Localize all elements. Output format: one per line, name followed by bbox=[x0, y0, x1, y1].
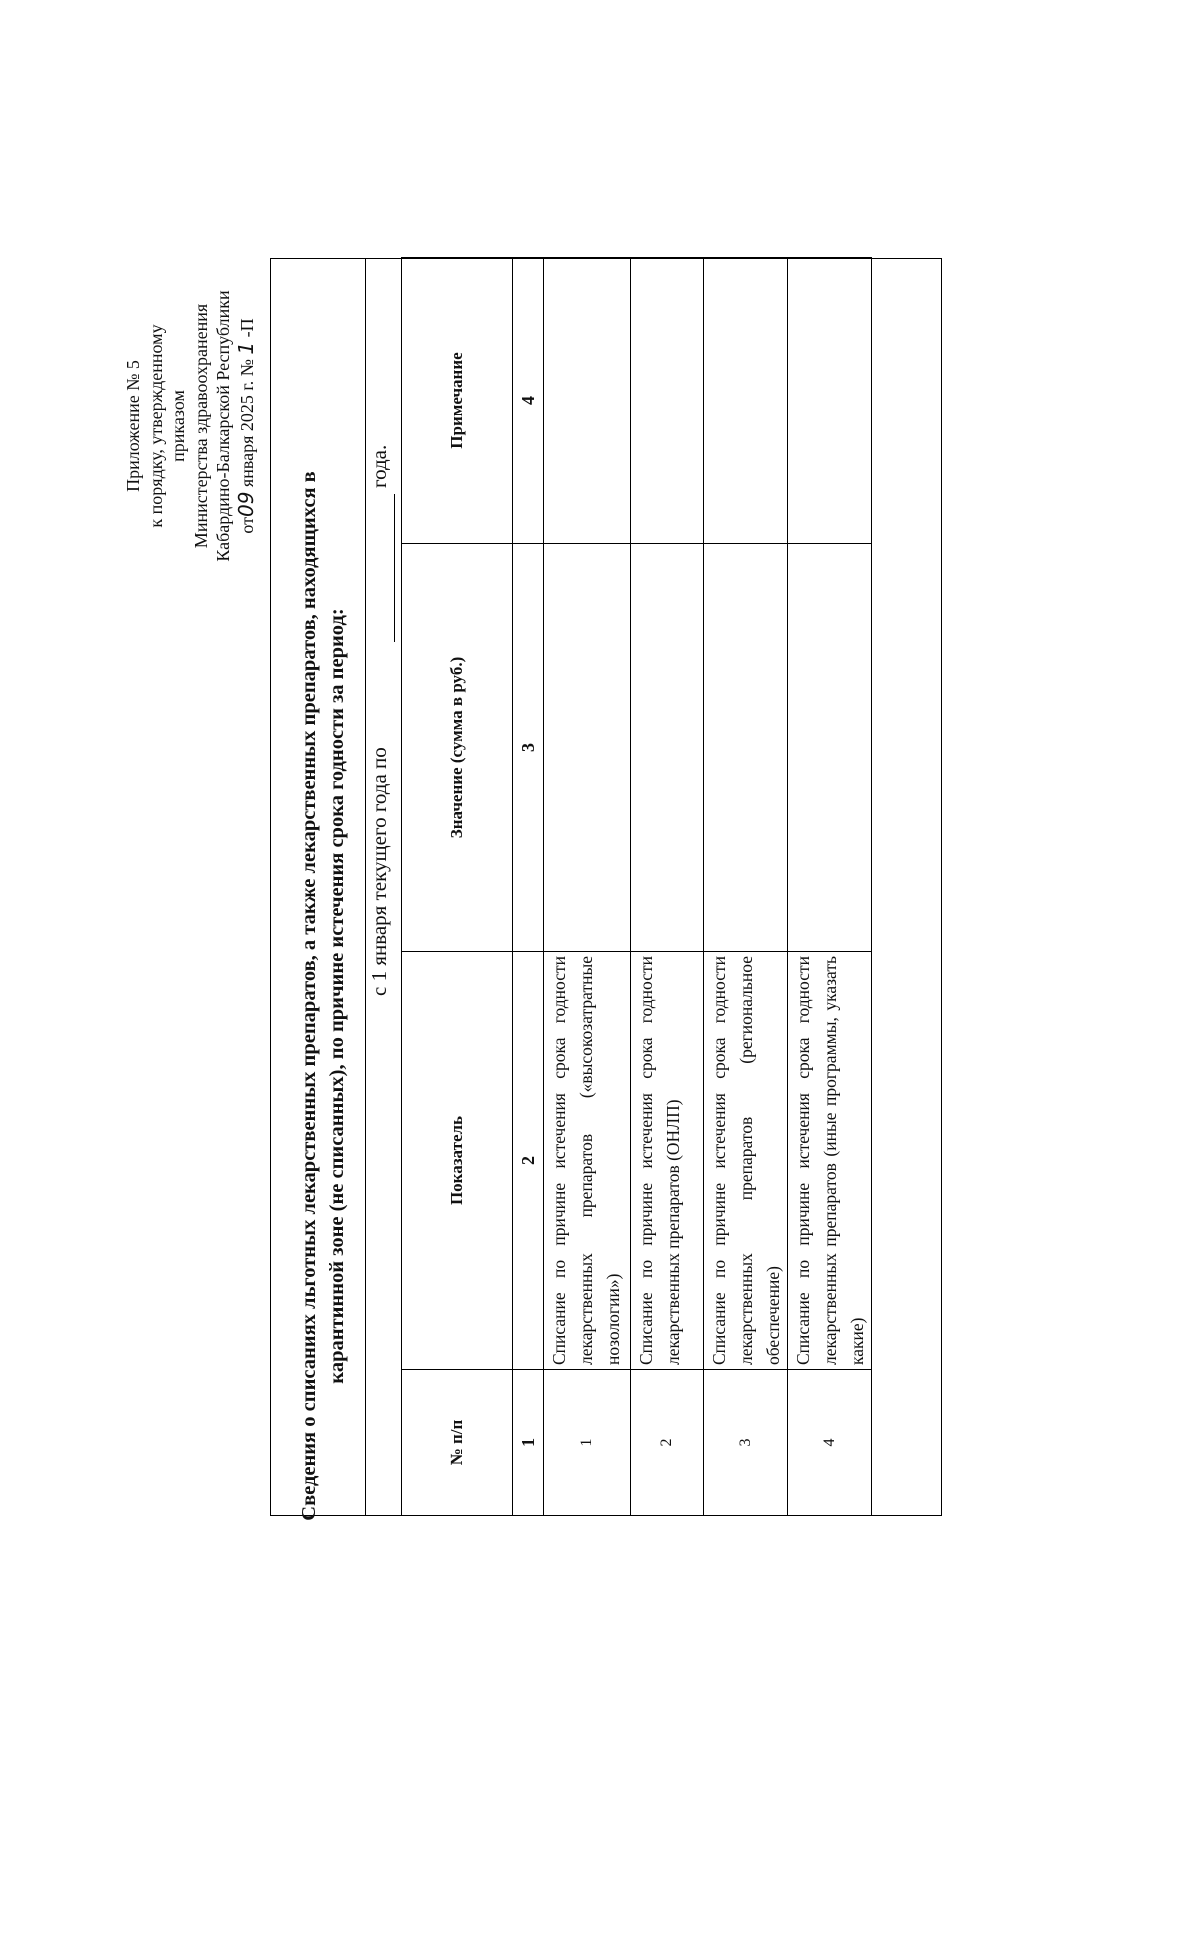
appendix-line-republic: Кабардино-Балкарской Республики bbox=[213, 290, 233, 562]
appendix-line-ministry: Министерства здравоохранения bbox=[190, 303, 211, 549]
table-header-row bbox=[402, 258, 513, 1516]
row-note-cell[interactable] bbox=[544, 258, 631, 544]
column-number: 4 bbox=[513, 258, 544, 544]
period-end-text: года. bbox=[367, 444, 391, 488]
row-number: 1 bbox=[544, 1370, 631, 1516]
header-value: Значение (сумма в руб.) bbox=[402, 544, 513, 952]
date-day-handwritten: 09 bbox=[233, 491, 258, 518]
row-value-cell[interactable] bbox=[631, 544, 704, 952]
row-value-cell[interactable] bbox=[704, 544, 788, 952]
column-number: 2 bbox=[513, 952, 544, 1370]
period-line bbox=[365, 258, 402, 1516]
appendix-number: Приложение № 5 bbox=[123, 360, 143, 492]
appendix-header bbox=[122, 261, 258, 591]
column-number: 1 bbox=[513, 1370, 544, 1516]
period-blank-field[interactable] bbox=[394, 494, 395, 642]
header-indicator: Показатель bbox=[402, 952, 513, 1370]
order-number-handwritten: 1 bbox=[233, 341, 258, 355]
row-value-cell[interactable] bbox=[788, 544, 872, 952]
writeoff-table bbox=[401, 257, 872, 1516]
form-title: Сведения о списаниях льготных лекарственных препаратов, а также лекарственных препаратов, находящихся в карантинной зоне (не списанных), по причине истечения срока годности за период: bbox=[298, 471, 348, 1521]
row-note-cell[interactable] bbox=[788, 258, 872, 544]
header-row-number: № п/п bbox=[402, 1370, 513, 1516]
appendix-line-order: приказом bbox=[168, 390, 188, 462]
column-number-row bbox=[513, 258, 544, 1516]
date-prefix: от bbox=[236, 517, 257, 534]
row-indicator: Списание по причине истечения срока годности лекарственных препаратов (региональное обеспечение) bbox=[704, 952, 788, 1370]
order-suffix: -П bbox=[236, 318, 257, 342]
table-row bbox=[704, 258, 788, 1516]
header-note: Примечание bbox=[402, 258, 513, 544]
row-indicator: Списание по причине истечения срока годности лекарственных препаратов (ОНЛП) bbox=[631, 952, 704, 1370]
table-row bbox=[544, 258, 631, 1516]
row-indicator: Списание по причине истечения срока годности лекарственных препаратов («высокозатратные нозологии») bbox=[544, 952, 631, 1370]
row-number: 3 bbox=[704, 1370, 788, 1516]
row-value-cell[interactable] bbox=[544, 544, 631, 952]
appendix-line-procedure: к порядку, утвержденному bbox=[145, 324, 166, 528]
column-number: 3 bbox=[513, 544, 544, 952]
row-indicator: Списание по причине истечения срока годности лекарственных препаратов (иные программы, указать какие) bbox=[788, 952, 872, 1370]
table-row bbox=[631, 258, 704, 1516]
row-note-cell[interactable] bbox=[631, 258, 704, 544]
row-note-cell[interactable] bbox=[704, 258, 788, 544]
order-date-line bbox=[235, 261, 259, 591]
row-number: 2 bbox=[631, 1370, 704, 1516]
table-row bbox=[788, 258, 872, 1516]
date-rest: января 2025 г. № bbox=[236, 359, 257, 488]
period-start-text: с 1 января текущего года по bbox=[367, 747, 391, 996]
row-number: 4 bbox=[788, 1370, 872, 1516]
